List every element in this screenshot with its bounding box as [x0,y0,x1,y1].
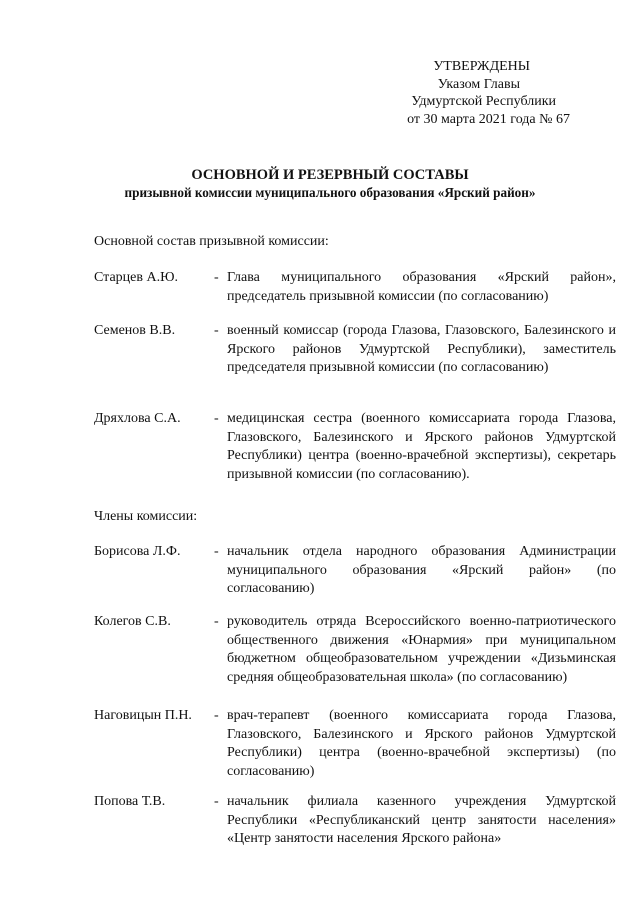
staff-row [94,269,616,306]
staff-row [94,322,616,378]
member-role: начальник отдела народного образования Администрации муниципального образования «Ярский район» (по согласованию) [227,544,616,597]
staff-name: Дряхлова С.А. [94,411,181,426]
approval-stamp [310,58,570,128]
staff-role: медицинская сестра (военного комиссариата города Глазова, Глазовского, Балезинского и Ярского районов Удмуртской Республики) центра (военно-врачебной экспертизы), секретарь призывной комиссии (по согласованию). [227,411,616,482]
staff-dash: - [214,323,219,338]
staff-dash: - [214,270,219,285]
main-staff-heading: Основной состав призывной комиссии: [94,234,329,249]
staff-dash: - [214,411,219,426]
title-main: ОСНОВНОЙ И РЕЗЕРВНЫЙ СОСТАВЫ [191,167,469,183]
approval-date: от 30 марта 2021 года № 67 [407,111,570,127]
member-row [94,707,616,781]
member-name: Попова Т.В. [94,794,166,809]
staff-name: Старцев А.Ю. [94,270,178,285]
member-dash: - [214,708,219,723]
staff-role: военный комиссар (города Глазова, Глазовского, Балезинского и Ярского районов Удмуртской Республики), заместитель председателя призывной комиссии (по согласованию) [227,323,616,376]
member-row [94,543,616,599]
approval-decree: Указом Главы [437,76,520,92]
member-name: Колегов С.В. [94,614,171,629]
members-heading: Члены комиссии: [94,509,198,524]
staff-role: Глава муниципального образования «Ярский район», председатель призывной комиссии (по согласованию) [227,270,616,304]
member-name: Борисова Л.Ф. [94,544,181,559]
member-name: Наговицын П.Н. [94,708,192,723]
staff-name: Семенов В.В. [94,323,176,338]
document-title [60,166,600,202]
approval-region: Удмуртской Республики [411,94,556,109]
member-role: врач-терапевт (военного комиссариата города Глазова, Глазовского, Балезинского и Ярского районов Удмуртской Республики) центра (военно-врачебной экспертизы) (по согласованию) [227,708,616,779]
member-row [94,613,616,687]
member-row [94,793,616,849]
member-dash: - [214,614,219,629]
member-dash: - [214,794,219,809]
member-role: руководитель отряда Всероссийского военно-патриотического общественного движения «Юнармия» при муниципальном бюджетном общеобразовательном учреждении «Дизьминская средняя общеобразовательная школа» (по согласованию) [227,614,616,685]
staff-row [94,410,616,484]
member-dash: - [214,544,219,559]
member-role: начальник филиала казенного учреждения Удмуртской Республики «Республиканский центр занятости населения» «Центр занятости населения Ярского района» [227,794,616,847]
approval-status: УТВЕРЖДЕНЫ [433,59,530,74]
title-subtitle: призывной комиссии муниципального образования «Ярский район» [124,185,536,200]
